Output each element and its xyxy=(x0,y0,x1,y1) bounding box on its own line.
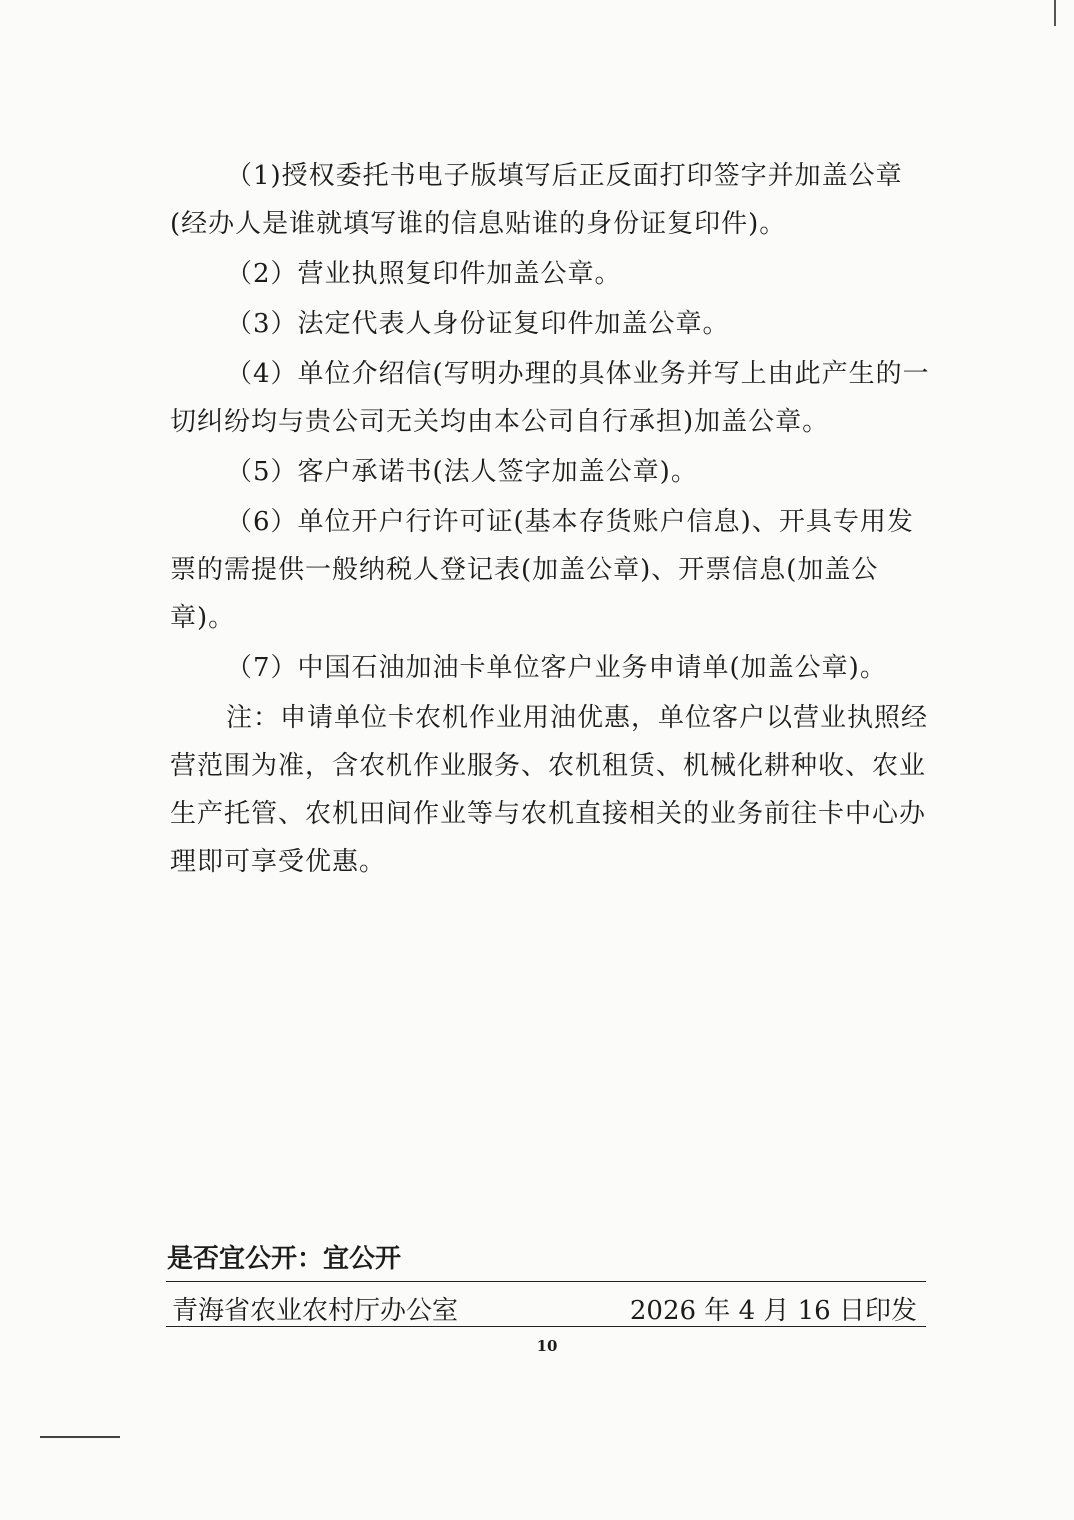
paragraph-item-3: （3）法定代表人身份证复印件加盖公章。 xyxy=(226,309,730,339)
scan-corner-mark xyxy=(1054,0,1056,26)
footer-top-rule xyxy=(166,1281,926,1282)
footer-bottom-rule xyxy=(166,1326,926,1327)
paragraph-item-1: （1)授权委托书电子版填写后正反面打印签字并加盖公章(经办人是谁就填写谁的信息贴谁的身份证复印件)。 xyxy=(170,161,903,239)
issuer-name: 青海省农业农村厅办公室 xyxy=(172,1296,459,1326)
issue-date: 2026 年 4 月 16 日印发 xyxy=(629,1296,917,1326)
paragraph-item-4: （4）单位介绍信(写明办理的具体业务并写上由此产生的一切纠纷均与贵公司无关均由本公司自行承担)加盖公章。 xyxy=(170,359,930,437)
disclosure-status: 是否宜公开：宜公开 xyxy=(167,1244,402,1274)
paragraph-item-2: （2）营业执照复印件加盖公章。 xyxy=(226,259,622,289)
paragraph-item-7: （7）中国石油加油卡单位客户业务申请单(加盖公章)。 xyxy=(226,653,887,683)
page-number: 10 xyxy=(536,1337,558,1355)
document-body xyxy=(170,152,940,888)
paragraph-item-6: （6）单位开户行许可证(基本存货账户信息)、开具专用发票的需提供一般纳税人登记表(加盖公章)、开票信息(加盖公章)。 xyxy=(170,507,914,633)
note-paragraph: 注：申请单位卡农机作业用油优惠，单位客户以营业执照经营范围为准，含农机作业服务、农机租赁、机械化耕种收、农业生产托管、农机田间作业等与农机直接相关的业务前往卡中心办理即可享受优惠。 xyxy=(170,703,929,877)
scan-edge-mark xyxy=(40,1436,120,1438)
footer-row xyxy=(172,1290,917,1327)
paragraph-item-5: （5）客户承诺书(法人签字加盖公章)。 xyxy=(226,457,698,487)
